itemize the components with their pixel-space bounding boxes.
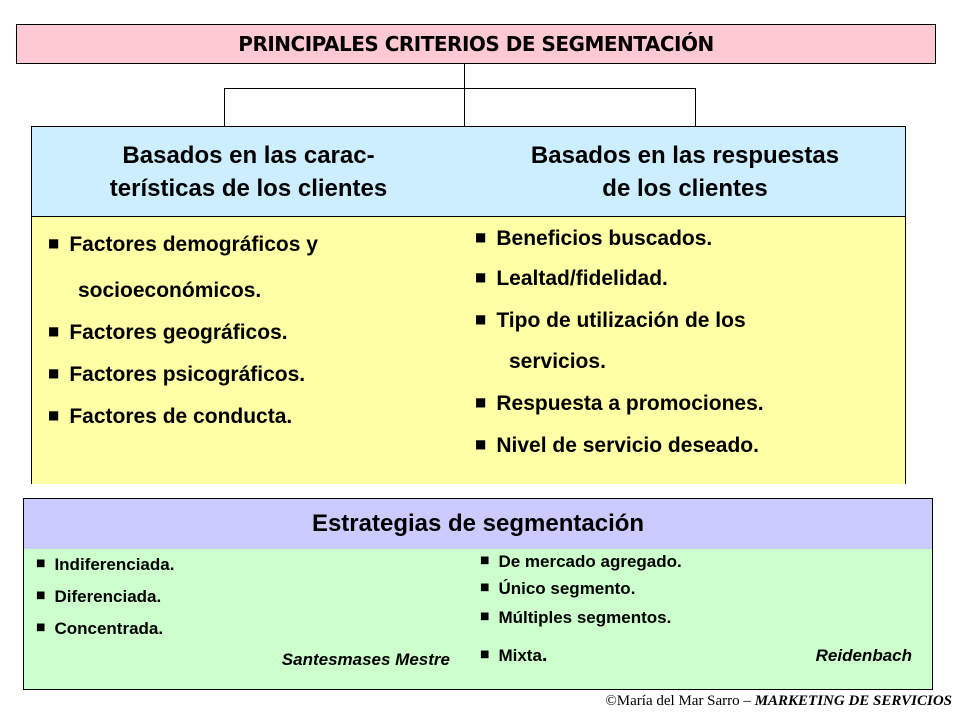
bullet-icon: ■ [48,408,60,423]
bullet-icon: ■ [475,230,487,245]
list-item-continuation: servicios. [509,350,606,373]
list-item: ■ Único segmento. [480,579,636,598]
connector-trunk [464,64,465,126]
title-banner [16,24,936,64]
customer-characteristics-list [32,216,466,484]
list-item: ■ Diferenciada. [36,587,162,606]
list-item: ■ Respuesta a promociones. [475,392,764,415]
list-item: ■ Tipo de utilización de los [475,309,746,332]
list-item: ■ De mercado agregado. [480,552,682,571]
bullet-icon: ■ [48,324,60,339]
bullet-icon: ■ [36,558,46,570]
connector-bar [224,88,696,89]
list-item: ■ Lealtad/fidelidad. [475,267,668,290]
author-attribution: Reidenbach [815,646,912,665]
list-item: ■ Nivel de servicio deseado. [475,434,759,457]
bullet-icon: ■ [475,312,487,327]
header-line: de los clientes [602,174,768,202]
list-item: ■ Indiferenciada. [36,555,175,574]
list-item-continuation: socioeconómicos. [78,279,262,302]
bullet-icon: ■ [475,395,487,410]
copyright-text: ©María del Mar Sarro – [605,693,755,709]
page-title: PRINCIPALES CRITERIOS DE SEGMENTACIÓN [238,32,714,56]
bullet-icon: ■ [475,270,487,285]
list-item: ■ Factores geográficos. [48,321,288,344]
header-line: Basados en las respuestas [530,141,840,169]
customer-responses-list [465,216,905,484]
strategies-header: Estrategias de segmentación [24,499,932,550]
strategies-left-list [24,549,471,689]
bullet-icon: ■ [475,437,487,452]
list-item: ■ Factores de conducta. [48,405,293,428]
header-line: terísticas de los clientes [109,174,388,202]
list-item: ■ Factores psicográficos. [48,363,306,386]
list-item: ■ Beneficios buscados. [475,227,713,250]
author-attribution: Santesmases Mestre [281,650,450,669]
bullet-icon: ■ [480,582,490,594]
connector-left [224,88,225,126]
connector-right [695,88,696,126]
bullet-icon: ■ [480,649,490,661]
header-line: Basados en las carac- [122,141,375,169]
bullet-icon: ■ [48,366,60,381]
list-item: ■ Factores demográficos y [48,233,318,256]
list-item: ■ Múltiples segmentos. [480,608,672,627]
bullet-icon: ■ [36,622,46,634]
criteria-table [31,126,906,484]
bullet-icon: ■ [36,590,46,602]
bullet-icon: ■ [480,555,490,567]
strategies-right-list [470,549,932,689]
strategies-table [23,498,933,690]
customer-responses-header [465,127,905,216]
course-brand: MARKETING DE SERVICIOS [754,693,952,709]
list-item: ■ Concentrada. [36,619,164,638]
bullet-icon: ■ [48,236,60,251]
list-item: ■ Mixta. [480,644,548,666]
footer-credit [605,693,952,710]
bullet-icon: ■ [480,611,490,623]
customer-characteristics-header [32,127,466,216]
